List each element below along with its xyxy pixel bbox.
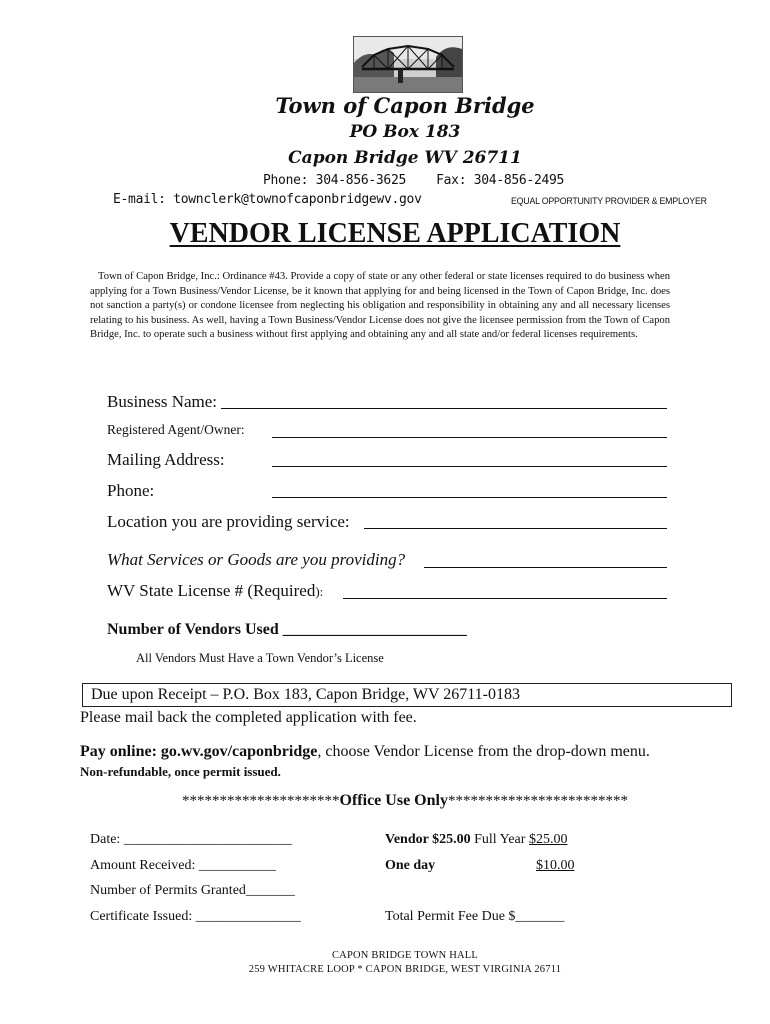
intro-paragraph: Town of Capon Bridge, Inc.: Ordinance #43. Provide a copy of state or any other federal or state licenses required to do business when applying for a Town Business/Vendor License, be it known that applying for and being licensed in the Town of Capon Bridge, Inc. does not sanction a party(s) or condone licensee from neglecting his obligation and responsibility in obtaining any and all necessary licenses relating to his business. As well, having a Town Business/Vendor License does not give the licensee permission from the Town of Capon Bridge, Inc. to operate such a business without first applying and obtaining any and all state and/or federal licenses requirements. <box>90 271 670 341</box>
mailing-address-field[interactable] <box>272 466 667 467</box>
location-field[interactable] <box>364 528 667 529</box>
non-refundable-note: Non-refundable, once permit issued. <box>80 764 281 779</box>
office-use-heading: *********************Office Use Only************************ <box>182 792 628 809</box>
town-name: Town of Capon Bridge <box>275 93 535 118</box>
phone-label: Phone: <box>107 481 155 500</box>
location-label: Location you are providing service: <box>107 512 350 531</box>
pay-online-link[interactable]: Pay online: go.wv.gov/caponbridge <box>80 743 318 760</box>
eeo-statement: EQUAL OPPORTUNITY PROVIDER & EMPLOYER <box>511 196 707 206</box>
num-vendors-label: Number of Vendors Used _______________________ <box>107 621 467 638</box>
wv-license-field[interactable] <box>343 598 667 599</box>
office-amount-received: Amount Received: ___________ <box>90 858 276 873</box>
office-permits-granted: Number of Permits Granted_______ <box>90 883 295 898</box>
business-name-field[interactable] <box>221 408 667 409</box>
bridge-photo-icon <box>353 36 463 93</box>
services-label: What Services or Goods are you providing? <box>107 550 406 569</box>
email-link[interactable]: E-mail: townclerk@townofcaponbridgewv.gov <box>113 192 422 207</box>
footer-line-1: CAPON BRIDGE TOWN HALL <box>331 950 479 961</box>
one-day-label: One day <box>385 858 436 873</box>
phone-fax: Phone: 304-856-3625 Fax: 304-856-2495 <box>263 173 565 188</box>
footer-line-2: 259 WHITACRE LOOP * CAPON BRIDGE, WEST VIRGINIA 26711 <box>248 964 562 975</box>
wv-license-label: WV State License # (Required): <box>107 581 324 600</box>
city-state-zip: Capon Bridge WV 26711 <box>288 148 522 168</box>
services-field[interactable] <box>424 567 667 568</box>
phone-field[interactable] <box>272 497 667 498</box>
office-date: Date: ________________________ <box>90 832 292 847</box>
registered-agent-label: Registered Agent/Owner: <box>107 422 245 437</box>
vendor-fee-row: Vendor $25.00 Full Year $25.00 <box>385 832 568 847</box>
office-certificate-issued: Certificate Issued: _______________ <box>90 909 301 924</box>
pay-online-note: Pay online: go.wv.gov/caponbridge, choose Vendor License from the drop-down menu. <box>80 743 650 760</box>
mail-back-note: Please mail back the completed application with fee. <box>80 709 417 726</box>
registered-agent-field[interactable] <box>272 437 667 438</box>
business-name-label: Business Name: <box>107 392 218 411</box>
vendors-note: All Vendors Must Have a Town Vendor’s License <box>136 651 384 665</box>
total-permit-fee: Total Permit Fee Due $_______ <box>385 909 565 924</box>
mailing-address-label: Mailing Address: <box>107 450 225 469</box>
page-title: VENDOR LICENSE APPLICATION <box>169 218 621 249</box>
due-upon-receipt-box: Due upon Receipt – P.O. Box 183, Capon Bridge, WV 26711-0183 <box>82 683 732 707</box>
po-box: PO Box 183 <box>349 122 461 142</box>
one-day-fee: $10.00 <box>536 858 575 873</box>
